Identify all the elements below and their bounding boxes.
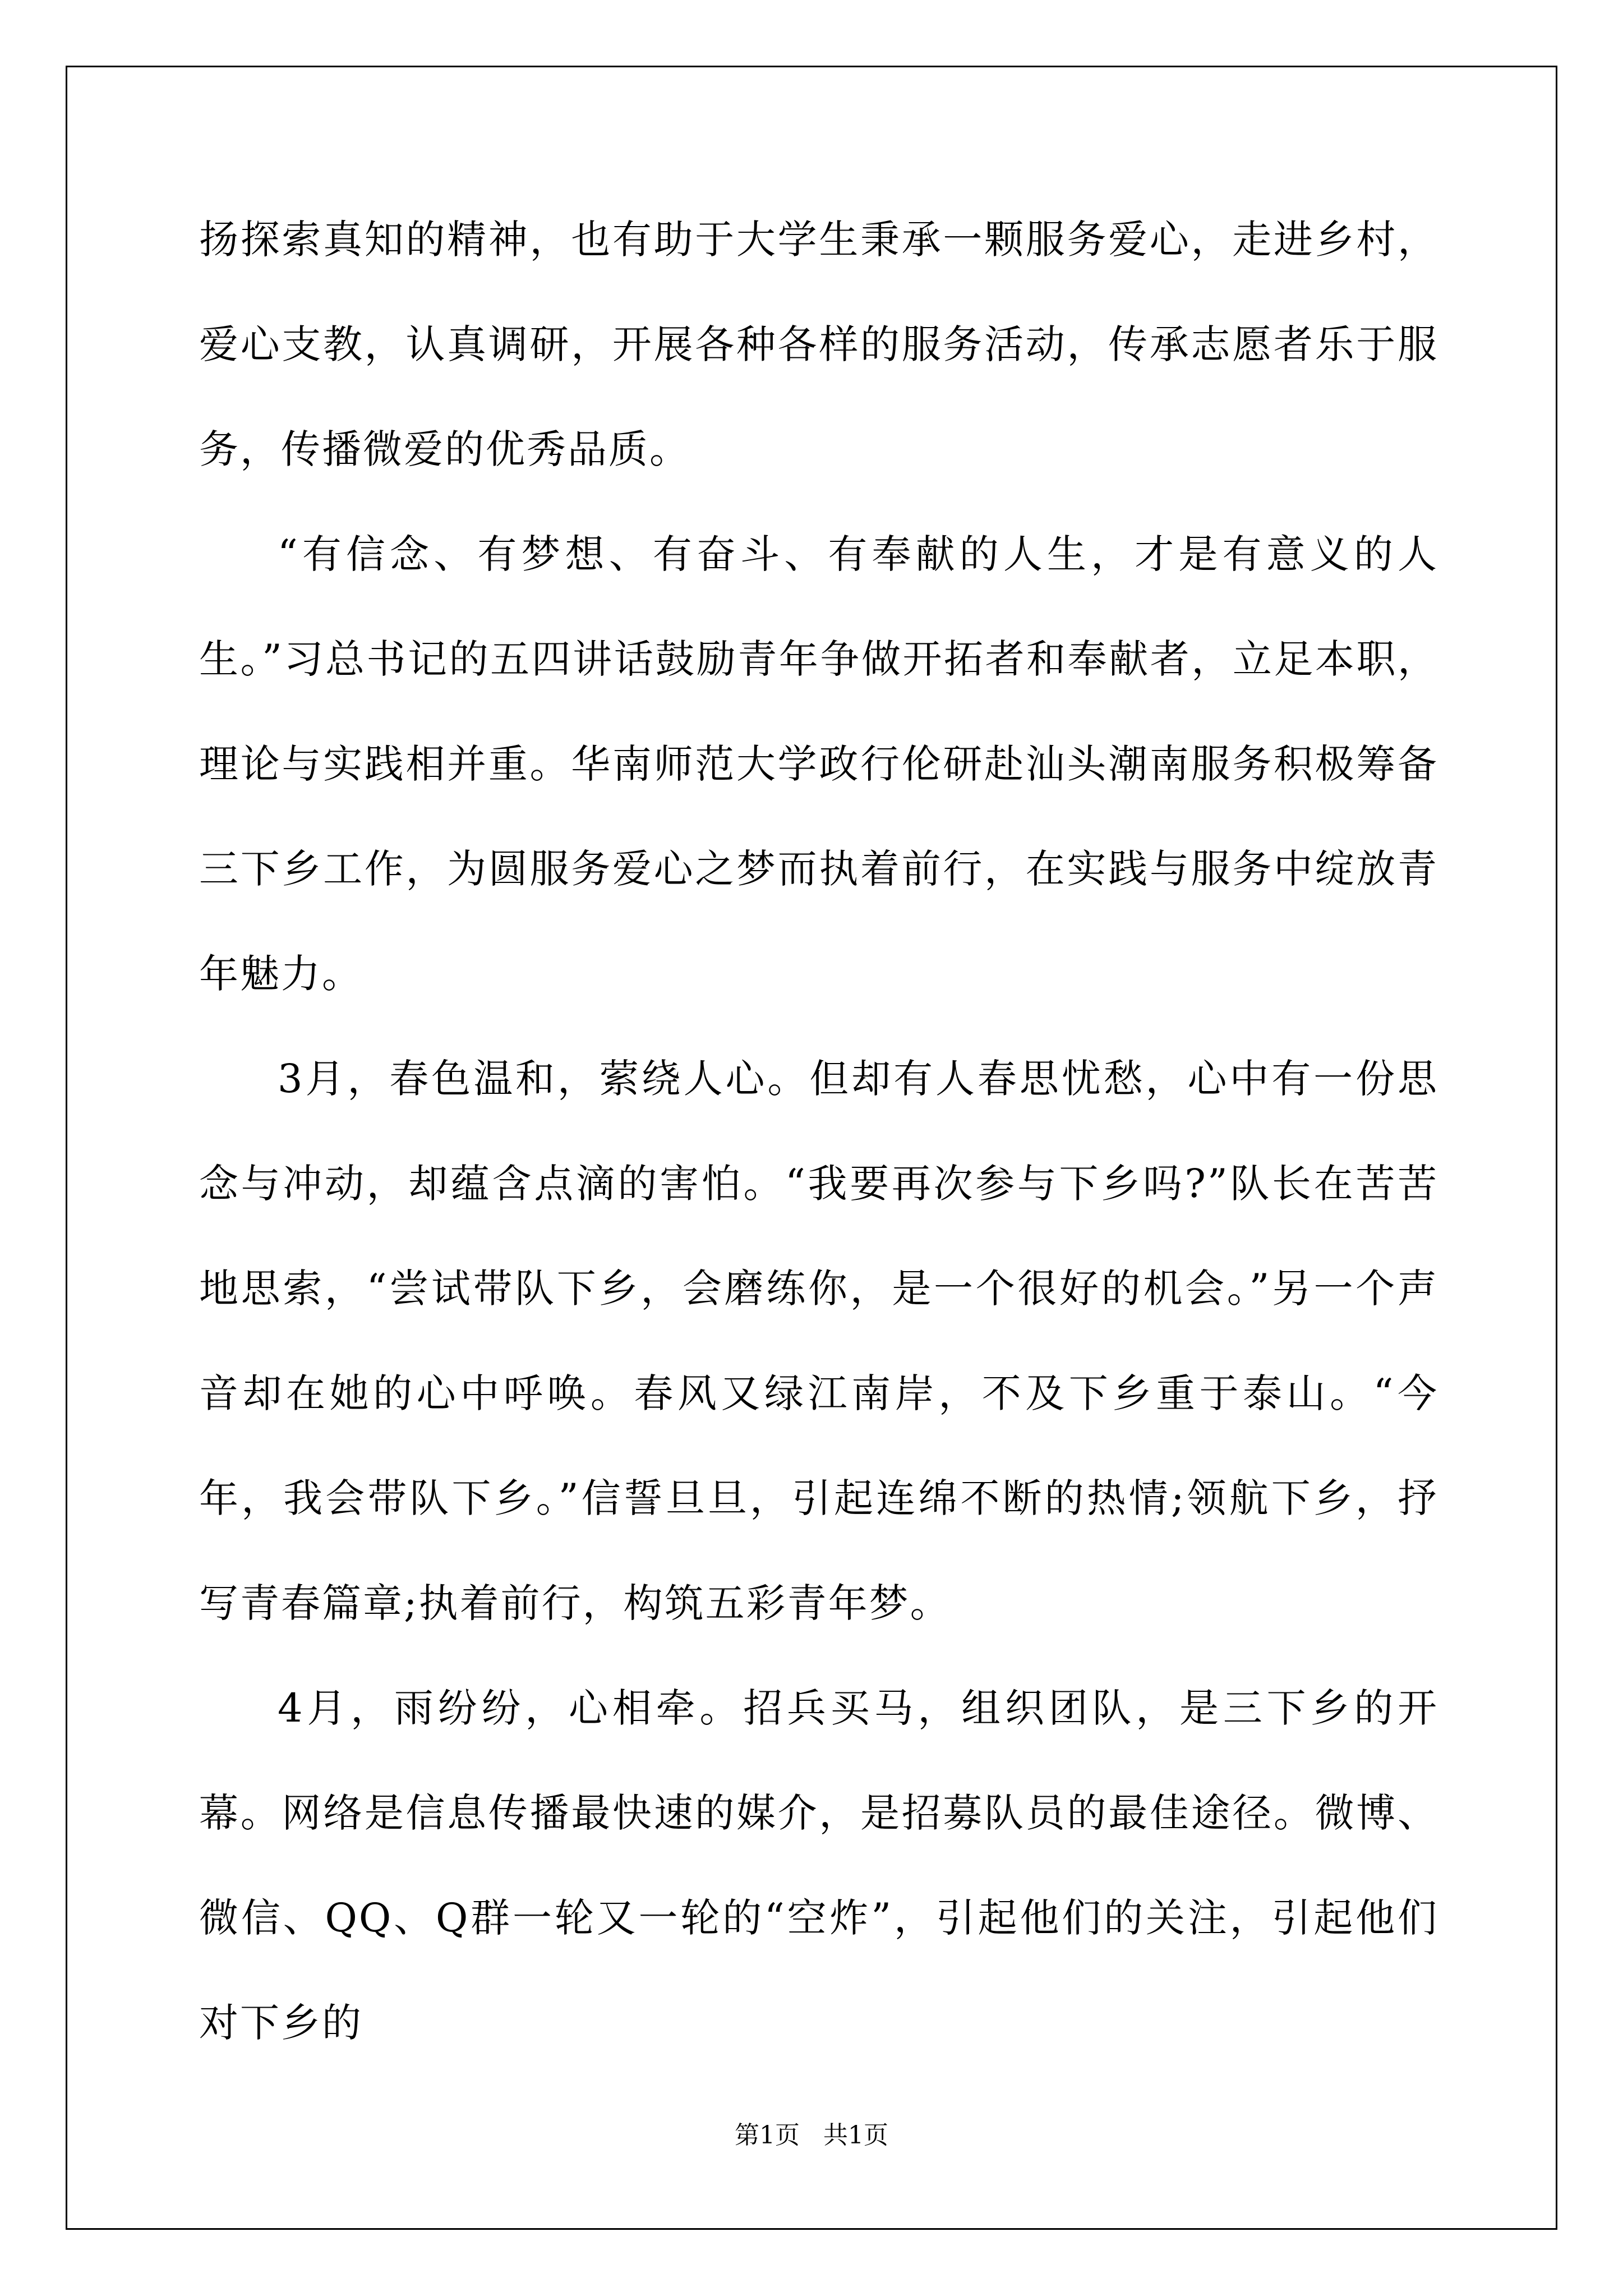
paragraph-3: 3月，春色温和，萦绕人心。但却有人春思忧愁，心中有一份思念与冲动，却蕴含点滴的害怕。“我要再次参与下乡吗?”队长在苦苦地思索，“尝试带队下乡，会磨练你，是一个很好的机会。”另一个声音却在她的心中呼唤。春风又绿江南岸，不及下乡重于泰山。“今年，我会带队下乡。”信誓旦旦，引起连绵不断的热情;领航下乡，抒写青春篇章;执着前行，构筑五彩青年梦。 <box>199 1056 1438 1626</box>
paragraph-2: “有信念、有梦想、有奋斗、有奉献的人生，才是有意义的人生。”习总书记的五四讲话鼓励青年争做开拓者和奉献者，立足本职，理论与实践相并重。华南师范大学政行伦研赴汕头潮南服务积极筹备三下乡工作，为圆服务爱心之梦而执着前行，在实践与服务中绽放青年魅力。 <box>199 531 1438 997</box>
document-body <box>199 187 1438 2076</box>
paragraph-1: 扬探索真知的精神，也有助于大学生秉承一颗服务爱心，走进乡村，爱心支教，认真调研，开展各种各样的服务活动，传承志愿者乐于服务，传播微爱的优秀品质。 <box>199 217 1438 472</box>
paragraph-4: 4月，雨纷纷，心相牵。招兵买马，组织团队，是三下乡的开幕。网络是信息传播最快速的媒介，是招募队员的最佳途径。微博、微信、QQ、Q群一轮又一轮的“空炸”，引起他们的关注，引起他们对下乡的 <box>199 1685 1438 2046</box>
page-footer: 第1页 共1页 <box>735 2121 888 2150</box>
